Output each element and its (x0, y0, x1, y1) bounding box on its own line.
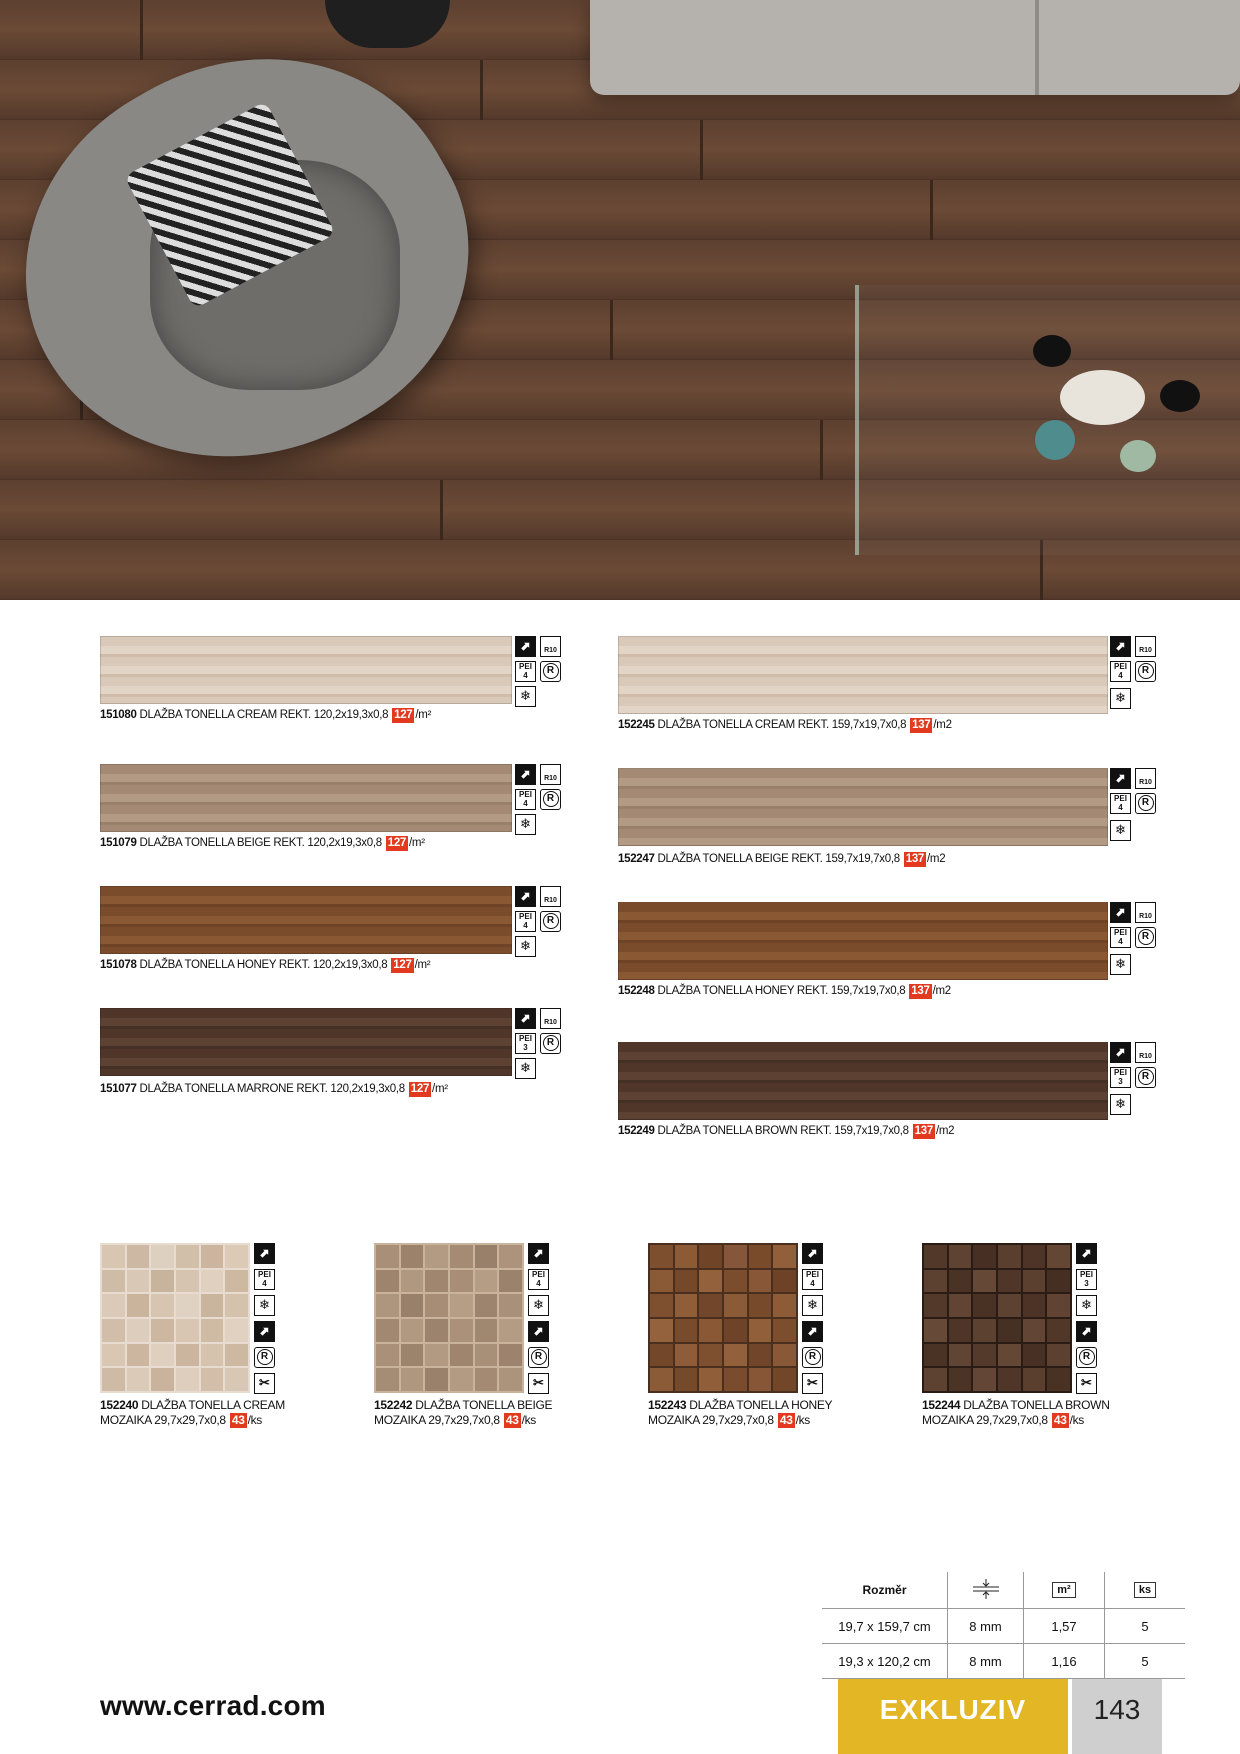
slip-r10-icon: R10 (540, 764, 561, 785)
cutting-icon: ✂ (1076, 1373, 1097, 1394)
table-row (822, 1609, 1185, 1644)
frost-resistant-icon: ❄ (1110, 820, 1131, 841)
rectified-icon: R (802, 1347, 823, 1368)
floor-icon: ⬈ (515, 1008, 536, 1029)
glass-table (855, 285, 1240, 555)
ks-cell: 5 (1105, 1609, 1186, 1644)
slip-r10-icon: R10 (540, 636, 561, 657)
pei-icon: PEI 4 (515, 789, 536, 810)
mosaic-swatch-cream (100, 1243, 250, 1393)
slip-r10-icon: R10 (1135, 902, 1156, 923)
product-caption: 152248 DLAŽBA TONELLA HONEY REKT. 159,7x19,7x0,8 137 /m2 (618, 985, 951, 997)
rectified-icon: R (540, 911, 561, 932)
thickness-cell: 8 mm (948, 1609, 1024, 1644)
mosaic-swatch-honey (648, 1243, 798, 1393)
sofa (590, 0, 1240, 95)
decor-bowl (1120, 440, 1156, 472)
mosaic-caption: 152242 DLAŽBA TONELLA BEIGE MOZAIKA 29,7x29,7x0,8 43 /ks (374, 1398, 553, 1427)
product-caption: 151078 DLAŽBA TONELLA HONEY REKT. 120,2x19,3x0,8 127 /m² (100, 959, 431, 971)
floor-icon: ⬈ (1076, 1243, 1097, 1264)
pieces-per-box-icon: ks (1105, 1572, 1186, 1609)
rectified-icon: R (1135, 793, 1156, 814)
frost-resistant-icon: ❄ (802, 1295, 823, 1316)
m2-cell: 1,16 (1024, 1644, 1105, 1679)
frost-resistant-icon: ❄ (515, 1058, 536, 1079)
pei-icon: PEI 4 (528, 1269, 549, 1290)
product-caption: 152249 DLAŽBA TONELLA BROWN REKT. 159,7x19,7x0,8 137 /m2 (618, 1125, 955, 1137)
size-cell: 19,3 x 120,2 cm (822, 1644, 948, 1679)
rectified-icon: R (1135, 927, 1156, 948)
product-caption: 151080 DLAŽBA TONELLA CREAM REKT. 120,2x19,3x0,8 127 /m² (100, 709, 432, 721)
tile-swatch (100, 886, 512, 954)
mosaic-caption: 152243 DLAŽBA TONELLA HONEY MOZAIKA 29,7x29,7x0,8 43 /ks (648, 1398, 833, 1427)
product-caption: 151079 DLAŽBA TONELLA BEIGE REKT. 120,2x19,3x0,8 127 /m² (100, 837, 425, 849)
floor-icon: ⬈ (1110, 636, 1131, 657)
slip-icon: ⬈ (528, 1321, 549, 1342)
product-caption: 152245 DLAŽBA TONELLA CREAM REKT. 159,7x19,7x0,8 137 /m2 (618, 719, 952, 731)
frost-resistant-icon: ❄ (1076, 1295, 1097, 1316)
frost-resistant-icon: ❄ (528, 1295, 549, 1316)
rectified-icon: R (1135, 661, 1156, 682)
hero-interior-photo (0, 0, 1240, 600)
decor-bowl (1035, 420, 1075, 460)
rectified-icon: R (528, 1347, 549, 1368)
mosaic-swatch-brown (922, 1243, 1072, 1393)
mosaic-caption: 152240 DLAŽBA TONELLA CREAM MOZAIKA 29,7x29,7x0,8 43 /ks (100, 1398, 285, 1427)
slip-icon: ⬈ (1076, 1321, 1097, 1342)
tile-swatch (618, 636, 1108, 714)
table-header-row (822, 1572, 1185, 1609)
slip-icon: ⬈ (254, 1321, 275, 1342)
slip-r10-icon: R10 (1135, 768, 1156, 789)
slip-r10-icon: R10 (540, 1008, 561, 1029)
floor-lamp (325, 0, 450, 48)
cutting-icon: ✂ (254, 1373, 275, 1394)
pei-icon: PEI 3 (515, 1033, 536, 1054)
product-caption: 151077 DLAŽBA TONELLA MARRONE REKT. 120,2x19,3x0,8 127 /m² (100, 1083, 448, 1095)
pei-icon: PEI 3 (1110, 1067, 1131, 1088)
tile-swatch (100, 764, 512, 832)
size-cell: 19,7 x 159,7 cm (822, 1609, 948, 1644)
decor-vase (1060, 370, 1145, 425)
floor-icon: ⬈ (515, 764, 536, 785)
cutting-icon: ✂ (802, 1373, 823, 1394)
floor-icon: ⬈ (515, 636, 536, 657)
m2-per-box-icon: m² (1024, 1572, 1105, 1609)
floor-icon: ⬈ (1110, 902, 1131, 923)
pei-icon: PEI 4 (1110, 661, 1131, 682)
pei-icon: PEI 4 (515, 661, 536, 682)
product-caption: 152247 DLAŽBA TONELLA BEIGE REKT. 159,7x19,7x0,8 137 /m2 (618, 853, 946, 865)
tile-swatch (618, 768, 1108, 846)
cutting-icon: ✂ (528, 1373, 549, 1394)
slip-r10-icon: R10 (540, 886, 561, 907)
frost-resistant-icon: ❄ (254, 1295, 275, 1316)
pei-icon: PEI 4 (1110, 793, 1131, 814)
page-number: 143 (1072, 1679, 1162, 1754)
pei-icon: PEI 4 (802, 1269, 823, 1290)
floor-icon: ⬈ (1110, 768, 1131, 789)
frost-resistant-icon: ❄ (515, 814, 536, 835)
rectified-icon: R (1076, 1347, 1097, 1368)
floor-icon: ⬈ (802, 1243, 823, 1264)
pei-icon: PEI 4 (1110, 927, 1131, 948)
tile-swatch (618, 1042, 1108, 1120)
thickness-cell: 8 mm (948, 1644, 1024, 1679)
mosaic-swatch-beige (374, 1243, 524, 1393)
pei-icon: PEI 4 (515, 911, 536, 932)
mosaic-caption: 152244 DLAŽBA TONELLA BROWN MOZAIKA 29,7x29,7x0,8 43 /ks (922, 1398, 1110, 1427)
tile-swatch (100, 636, 512, 704)
exkluziv-badge: EXKLUZIV (838, 1679, 1068, 1754)
tile-swatch (100, 1008, 512, 1076)
slip-r10-icon: R10 (1135, 1042, 1156, 1063)
frost-resistant-icon: ❄ (1110, 1094, 1131, 1115)
table-row (822, 1644, 1185, 1679)
rectified-icon: R (540, 789, 561, 810)
size-column-header: Rozměr (822, 1572, 948, 1609)
floor-icon: ⬈ (1110, 1042, 1131, 1063)
rectified-icon: R (1135, 1067, 1156, 1088)
floor-icon: ⬈ (515, 886, 536, 907)
rectified-icon: R (540, 1033, 561, 1054)
tile-swatch (618, 902, 1108, 980)
floor-icon: ⬈ (254, 1243, 275, 1264)
pei-icon: PEI 4 (254, 1269, 275, 1290)
pei-icon: PEI 3 (1076, 1269, 1097, 1290)
rectified-icon: R (540, 661, 561, 682)
frost-resistant-icon: ❄ (1110, 954, 1131, 975)
frost-resistant-icon: ❄ (515, 686, 536, 707)
decor-bowl (1160, 380, 1200, 412)
website-link[interactable]: www.cerrad.com (100, 1690, 326, 1721)
rectified-icon: R (254, 1347, 275, 1368)
slip-r10-icon: R10 (1135, 636, 1156, 657)
m2-cell: 1,57 (1024, 1609, 1105, 1644)
frost-resistant-icon: ❄ (1110, 688, 1131, 709)
dimensions-table (822, 1572, 1185, 1679)
ks-cell: 5 (1105, 1644, 1186, 1679)
slip-icon: ⬈ (802, 1321, 823, 1342)
thickness-icon (948, 1572, 1024, 1609)
decor-bowl (1033, 335, 1071, 367)
floor-icon: ⬈ (528, 1243, 549, 1264)
frost-resistant-icon: ❄ (515, 936, 536, 957)
